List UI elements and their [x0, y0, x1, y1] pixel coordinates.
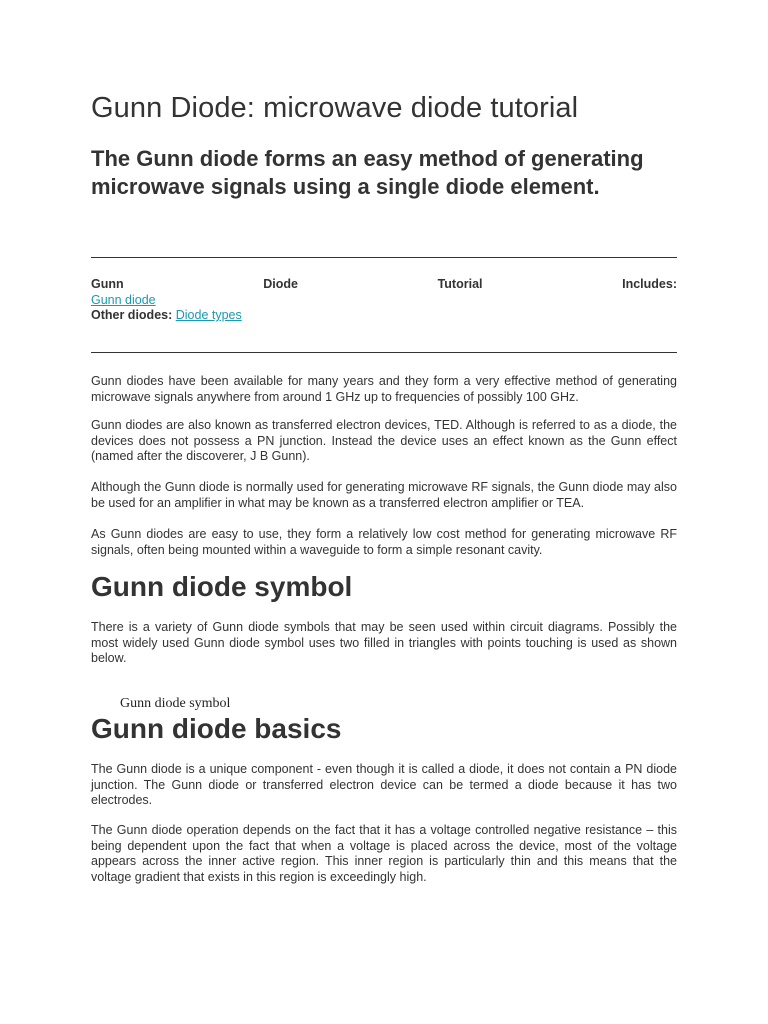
other-diodes-line	[91, 308, 677, 324]
page-subtitle: The Gunn diode forms an easy method of generating microwave signals using a single diode element.	[91, 146, 644, 199]
symbol-image-caption: Gunn diode symbol	[120, 696, 231, 711]
intro-paragraph-3: Although the Gunn diode is normally used for generating microwave RF signals, the Gunn diode may also be used for an amplifier in what may be known as a transferred electron amplifier or TEA.	[91, 480, 677, 510]
symbol-paragraph: There is a variety of Gunn diode symbols that may be seen used within circuit diagrams. Possibly the most widely used Gunn diode symbol uses two filled in triangles with points touching is used as shown below.	[91, 620, 677, 665]
bottom-divider	[91, 352, 677, 353]
includes-link-line	[91, 293, 677, 309]
basics-section-heading: Gunn diode basics	[91, 713, 342, 744]
includes-word-4: Includes:	[622, 277, 677, 291]
includes-header	[91, 277, 677, 293]
includes-word-1: Gunn	[91, 277, 124, 291]
basics-paragraph-1: The Gunn diode is a unique component - even though it is called a diode, it does not contain a PN diode junction. The Gunn diode or transferred electron device can be termed a diode because it has two electrodes.	[91, 762, 677, 807]
includes-word-3: Tutorial	[437, 277, 483, 291]
intro-paragraph-4: As Gunn diodes are easy to use, they form a relatively low cost method for generating microwave RF signals, often being mounted within a waveguide to form a simple resonant cavity.	[91, 527, 677, 557]
diode-types-link[interactable]: Diode types	[175, 308, 242, 322]
intro-paragraph-2: Gunn diodes are also known as transferred electron devices, TED. Although is referred to as a diode, the devices does not possess a PN junction. Instead the device uses an effect known as the Gunn effect (named after the discoverer, J B Gunn).	[91, 418, 677, 463]
includes-word-2: Diode	[263, 277, 298, 291]
intro-paragraph-1: Gunn diodes have been available for many years and they form a very effective method of generating microwave signals anywhere from around 1 GHz up to frequencies of possibly 100 GHz.	[91, 374, 677, 404]
tutorial-includes-box	[91, 277, 677, 324]
other-diodes-label: Other diodes:	[91, 308, 173, 322]
basics-paragraph-2: The Gunn diode operation depends on the fact that it has a voltage controlled negative resistance – this being dependent upon the fact that when a voltage is placed across the device, most of the voltage appears across the inner active region. This inner region is particularly thin and this means that the voltage gradient that exists in this region is exceedingly high.	[91, 823, 677, 884]
symbol-section-heading: Gunn diode symbol	[91, 571, 353, 602]
top-divider	[91, 257, 677, 258]
gunn-diode-link[interactable]: Gunn diode	[91, 292, 156, 307]
page-title: Gunn Diode: microwave diode tutorial	[91, 92, 579, 124]
